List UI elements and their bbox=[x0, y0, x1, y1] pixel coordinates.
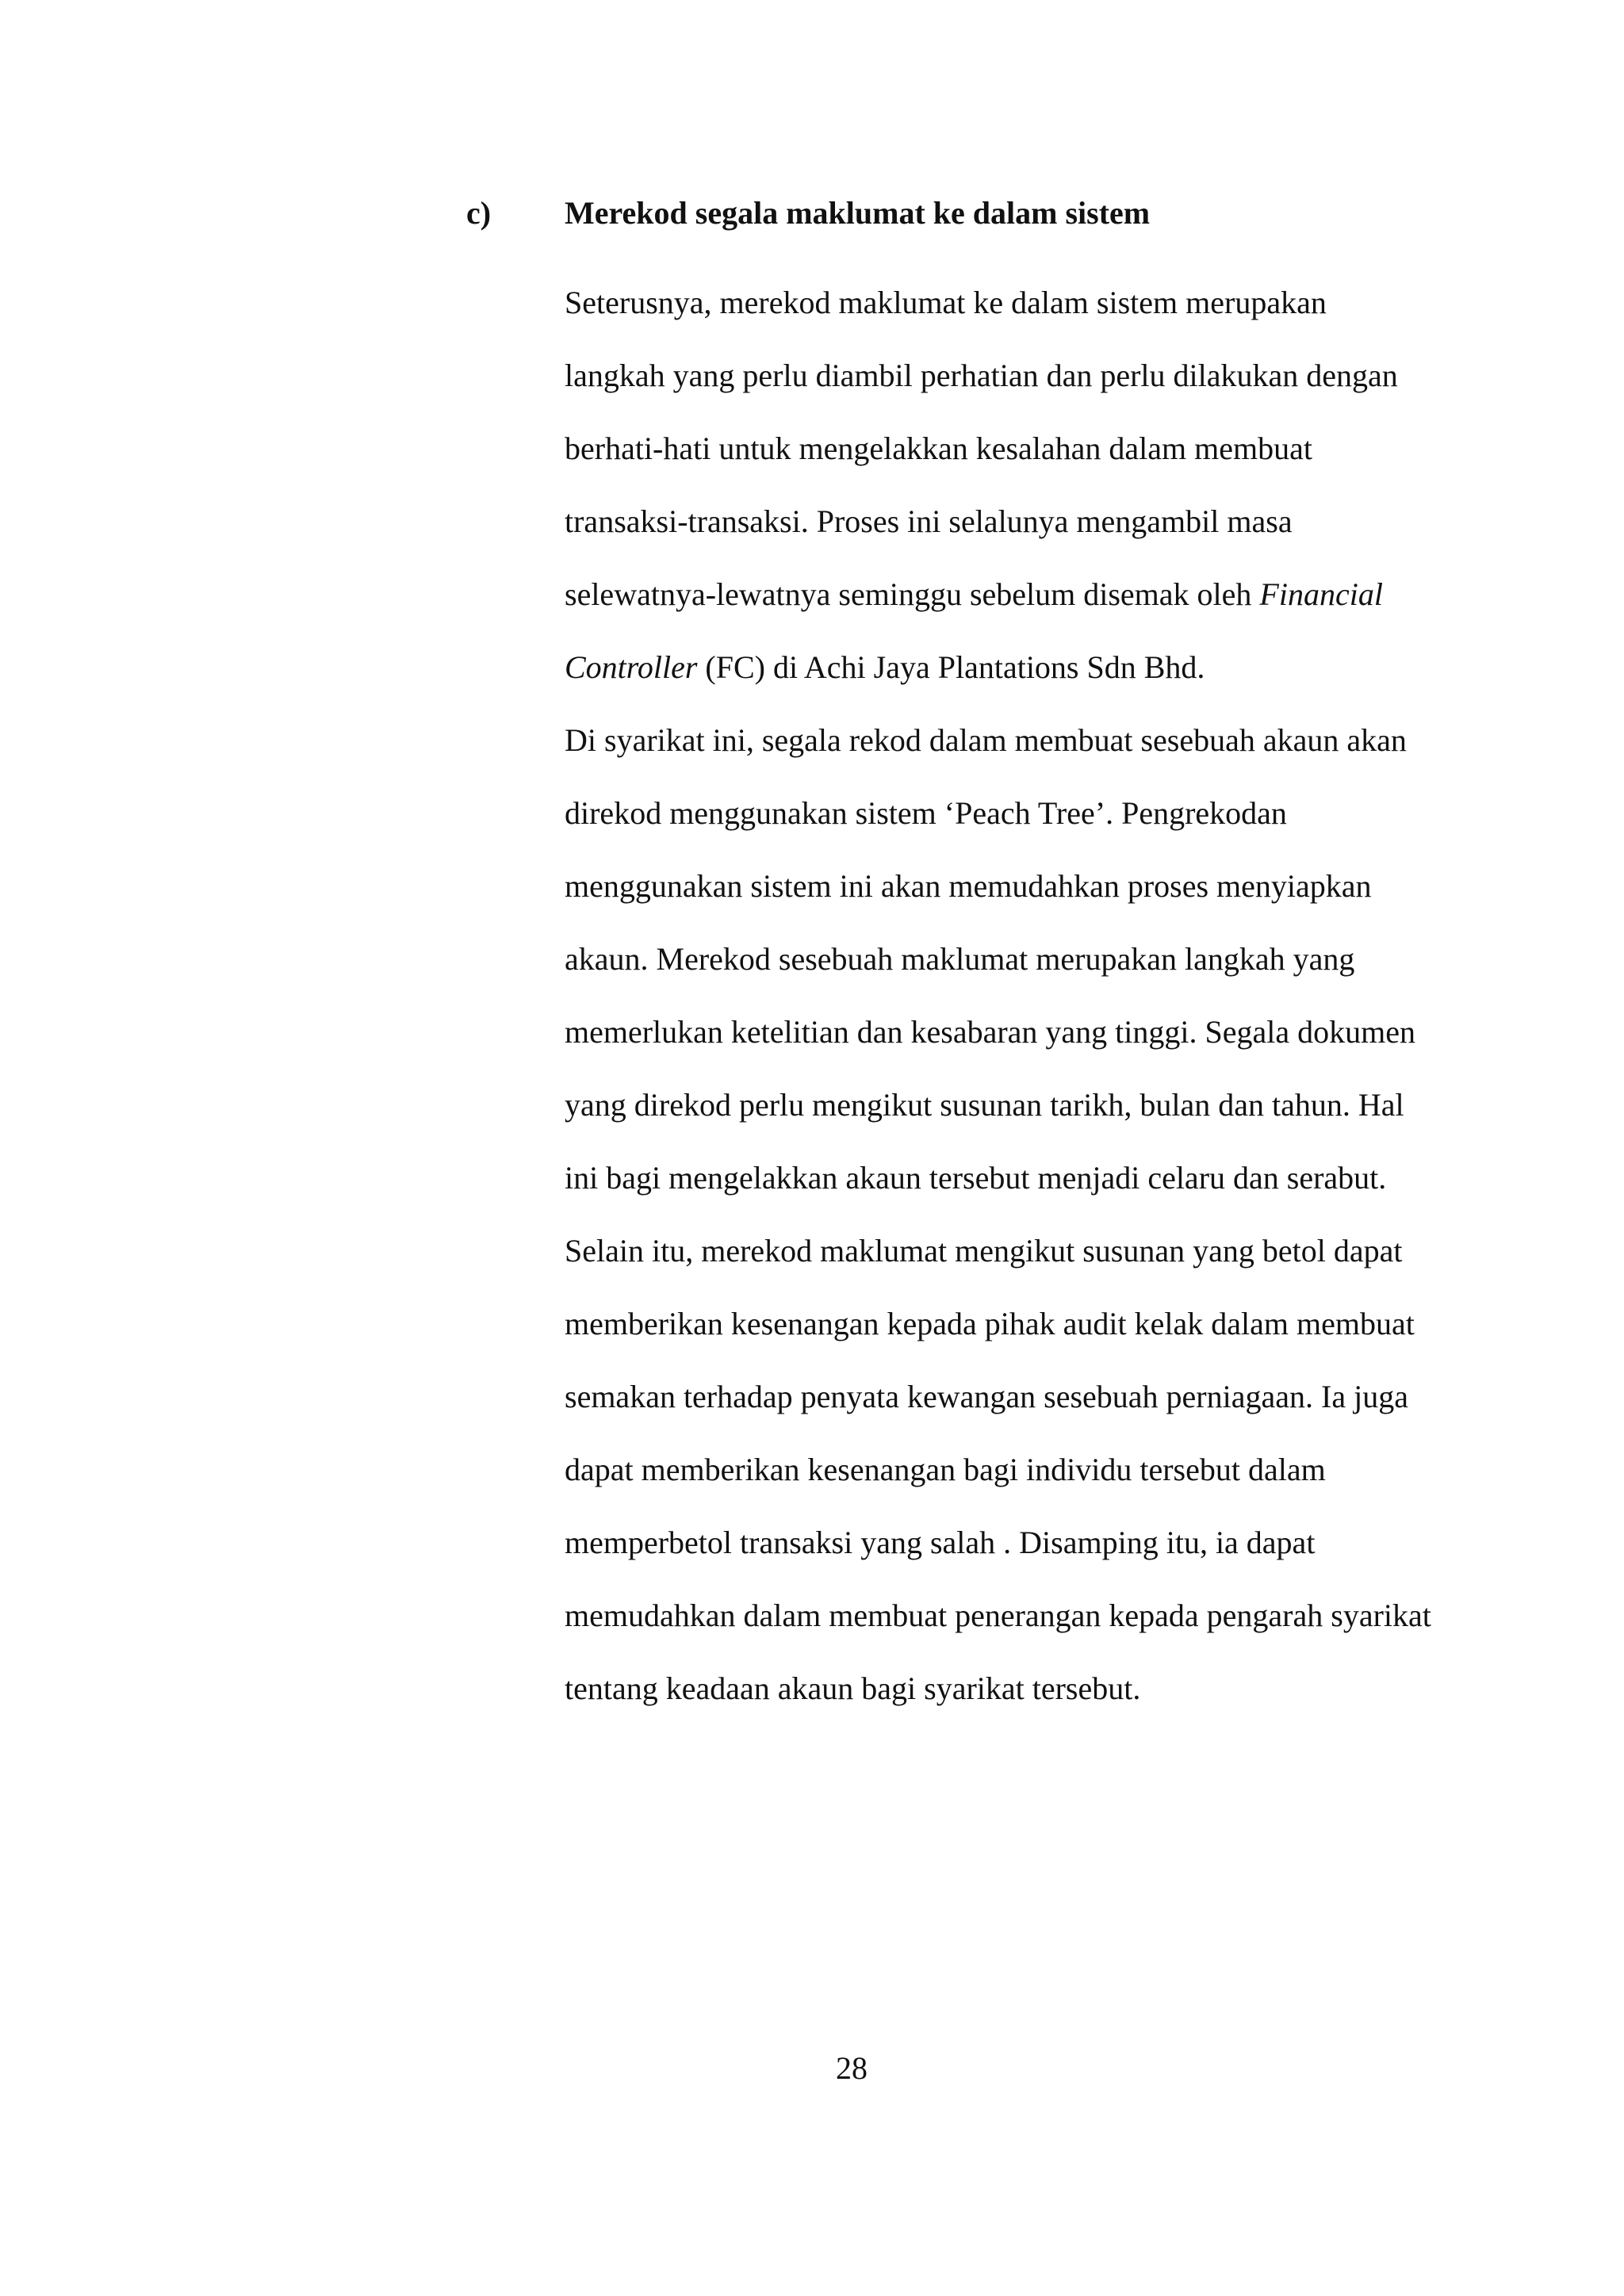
body-line: langkah yang perlu diambil perhatian dan perlu dilakukan dengan bbox=[565, 358, 1398, 393]
body-paragraph bbox=[565, 266, 1548, 1725]
body-line: akaun. Merekod sesebuah maklumat merupakan langkah yang bbox=[565, 941, 1355, 977]
body-line: memudahkan dalam membuat penerangan kepada pengarah syarikat bbox=[565, 1598, 1431, 1633]
body-line: tentang keadaan akaun bagi syarikat tersebut. bbox=[565, 1670, 1141, 1706]
page-number: 28 bbox=[836, 2050, 868, 2086]
body-line: yang direkod perlu mengikut susunan tarikh, bulan dan tahun. Hal bbox=[565, 1087, 1404, 1123]
body-line: Selain itu, merekod maklumat mengikut susunan yang betol dapat bbox=[565, 1233, 1403, 1269]
italic-term: Financial bbox=[1259, 576, 1383, 612]
body-line: Seterusnya, merekod maklumat ke dalam sistem merupakan bbox=[565, 285, 1327, 320]
body-line: selewatnya-lewatnya seminggu sebelum disemak oleh Financial bbox=[565, 576, 1383, 612]
body-line: memperbetol transaksi yang salah . Disamping itu, ia dapat bbox=[565, 1525, 1316, 1560]
body-line: dapat memberikan kesenangan bagi individu tersebut dalam bbox=[565, 1452, 1326, 1487]
section-title: Merekod segala maklumat ke dalam sistem bbox=[565, 195, 1151, 231]
body-line: direkod menggunakan sistem ‘Peach Tree’. Pengrekodan bbox=[565, 795, 1287, 831]
body-line: Di syarikat ini, segala rekod dalam membuat sesebuah akaun akan bbox=[565, 722, 1407, 758]
body-line: berhati-hati untuk mengelakkan kesalahan dalam membuat bbox=[565, 430, 1312, 466]
body-line: Controller (FC) di Achi Jaya Plantations Sdn Bhd. bbox=[565, 649, 1205, 685]
body-line: transaksi-transaksi. Proses ini selalunya mengambil masa bbox=[565, 503, 1293, 539]
section-marker: c) bbox=[466, 195, 492, 231]
body-line: menggunakan sistem ini akan memudahkan proses menyiapkan bbox=[565, 868, 1372, 904]
body-line: memerlukan ketelitian dan kesabaran yang tinggi. Segala dokumen bbox=[565, 1014, 1415, 1050]
body-line: ini bagi mengelakkan akaun tersebut menjadi celaru dan serabut. bbox=[565, 1160, 1387, 1196]
body-line: memberikan kesenangan kepada pihak audit kelak dalam membuat bbox=[565, 1306, 1415, 1341]
italic-term: Controller bbox=[565, 649, 698, 685]
body-line: semakan terhadap penyata kewangan sesebuah perniagaan. Ia juga bbox=[565, 1379, 1408, 1414]
